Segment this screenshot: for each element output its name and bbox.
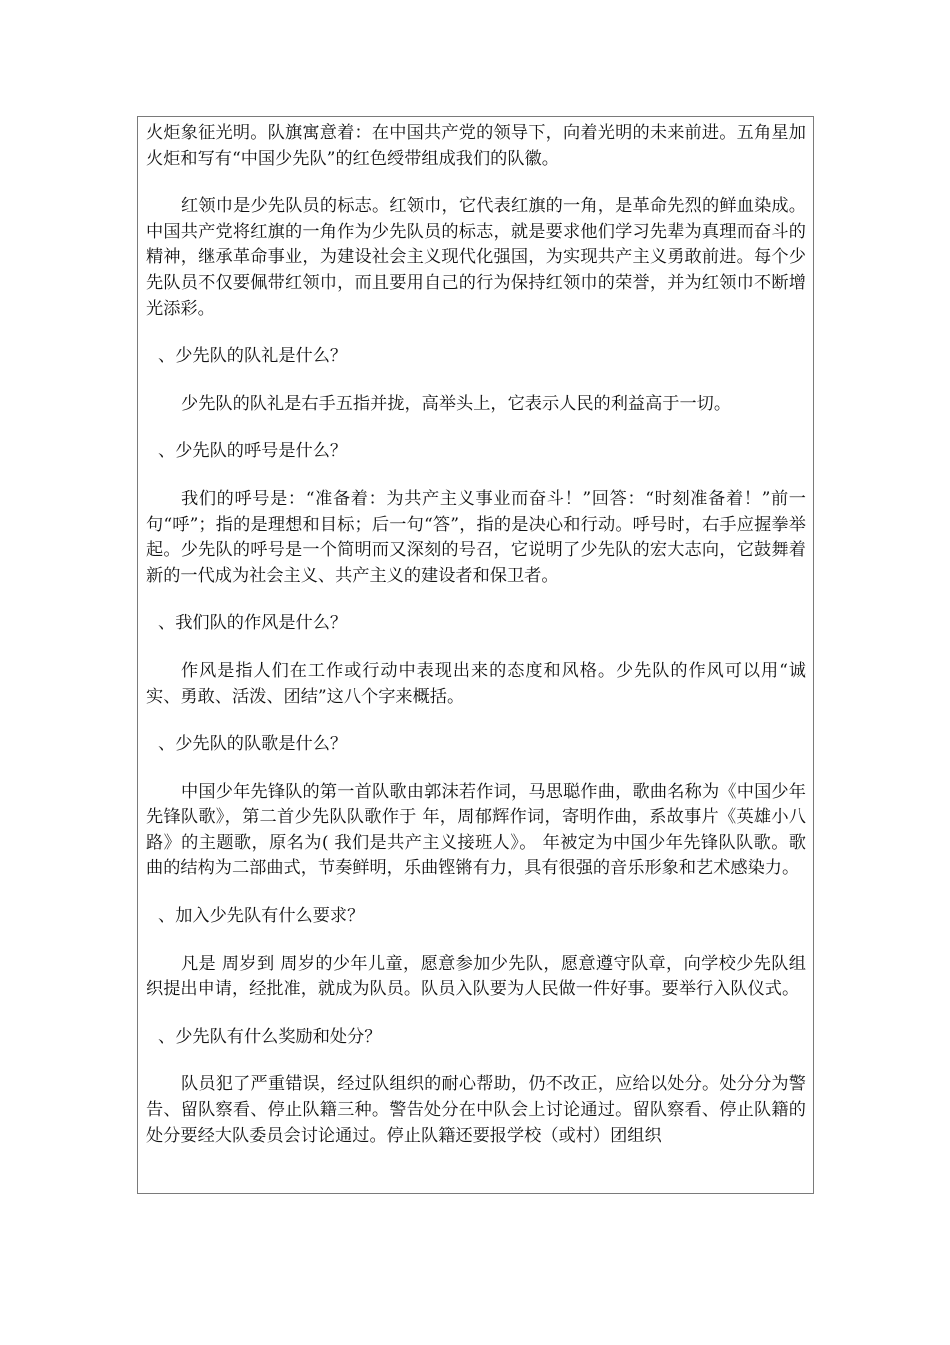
question-slogan: 、少先队的呼号是什么？	[158, 441, 348, 462]
document-frame	[137, 116, 814, 1194]
paragraph-red-scarf: 红领巾是少先队员的标志。红领巾，它代表红旗的一角，是革命先烈的鲜血染成。中国共产党将红旗的一角作为少先队员的标志，就是要求他们学习先辈为真理而奋斗的精神，继承革命事业，为建设社会主义现代化强国，为实现共产主义勇敢前进。每个少先队员不仅要佩带红领巾，而且要用自己的行为保持红领巾的荣誉，并为红领巾不断增光添彩。	[146, 196, 806, 319]
question-style: 、我们队的作风是什么？	[158, 613, 348, 634]
question-join-requirements: 、加入少先队有什么要求？	[158, 906, 365, 927]
paragraph-rewards-punishments: 队员犯了严重错误，经过队组织的耐心帮助，仍不改正，应给以处分。处分分为警告、留队察看、停止队籍三种。警告处分在中队会上讨论通过。留队察看、停止队籍的处分要经大队委员会讨论通过。停止队籍还要报学校（或村）团组织	[146, 1074, 806, 1146]
paragraph-team-emblem: 火炬象征光明。队旗寓意着：在中国共产党的领导下，向着光明的未来前进。五角星加火炬和写有“中国少先队”的红色绶带组成我们的队徽。	[146, 123, 806, 169]
paragraph-song: 中国少年先锋队的第一首队歌由郭沫若作词，马思聪作曲，歌曲名称为《中国少年先锋队歌》，第二首少先队队歌作于 年，周郁辉作词，寄明作曲，系故事片《英雄小八路》的主题歌，原名为( 我们是共产主义接班人》。 年被定为中国少年先锋队队歌。歌曲的结构为二部曲式，节奏鲜明，乐曲铿锵有力，具有很强的音乐形象和艺术感染力。	[146, 781, 806, 879]
paragraph-style: 作风是指人们在工作或行动中表现出来的态度和风格。少先队的作风可以用“诚实、勇敢、活泼、团结”这八个字来概括。	[146, 660, 806, 707]
question-rewards-punishments: 、少先队有什么奖励和处分？	[158, 1026, 382, 1047]
question-song: 、少先队的队歌是什么？	[158, 734, 348, 755]
paragraph-join-requirements: 凡是 周岁到 周岁的少年儿童，愿意参加少先队，愿意遵守队章，向学校少先队组织提出申请，经批准，就成为队员。队员入队要为人民做一件好事。要举行入队仪式。	[146, 953, 806, 1000]
paragraph-slogan: 我们的呼号是：“准备着：为共产主义事业而奋斗！”回答：“时刻准备着！”前一句“呼”；指的是理想和目标；后一句“答”，指的是决心和行动。呼号时，右手应握拳举起。少先队的呼号是一个简明而又深刻的号召，它说明了少先队的宏大志向，它鼓舞着新的一代成为社会主义、共产主义的建设者和保卫者。	[146, 488, 806, 586]
paragraph-salute: 少先队的队礼是右手五指并拢，高举头上，它表示人民的利益高于一切。	[181, 393, 732, 414]
question-salute: 、少先队的队礼是什么？	[158, 346, 348, 367]
